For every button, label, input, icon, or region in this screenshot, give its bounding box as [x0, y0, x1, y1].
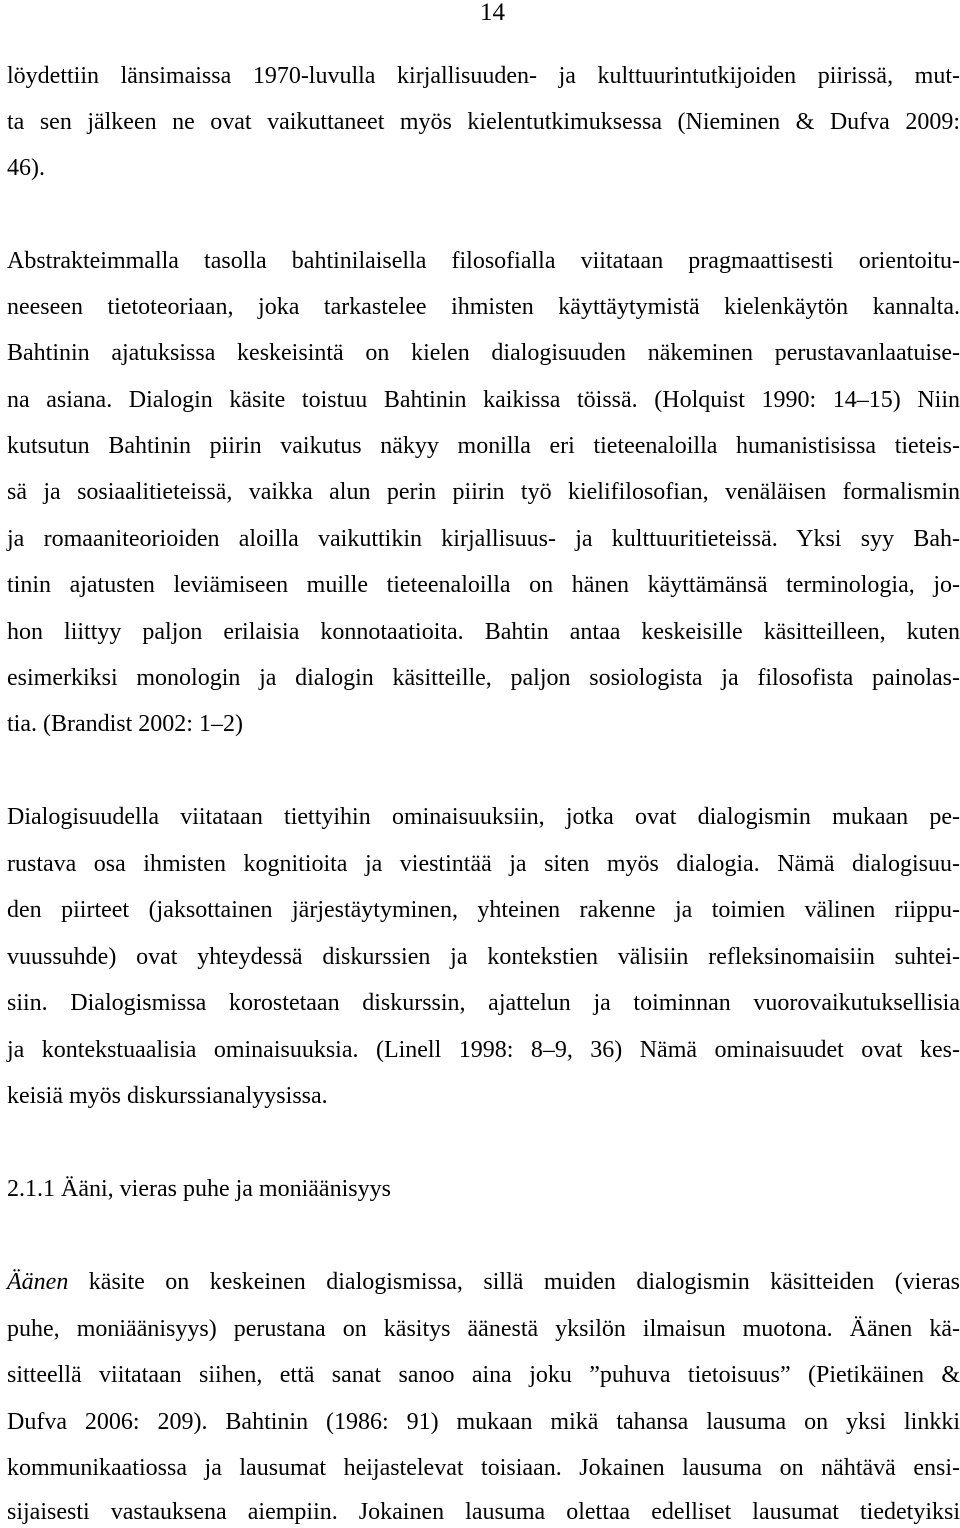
paragraph-4-line-3: sitteellä viitataan siihen, että sanat sanoo aina joku ”puhuva tietoisuus” (Pietikäinen &	[7, 1362, 960, 1388]
paragraph-2-line-10: esimerkiksi monologin ja dialogin käsitteille, paljon sosiologista ja filosofista painolas-	[7, 665, 960, 691]
paragraph-2-line-11: tia. (Brandist 2002: 1–2)	[7, 711, 243, 737]
paragraph-2-line-5: kutsutun Bahtinin piirin vaikutus näkyy monilla eri tieteenaloilla humanistisissa tieteis-	[7, 433, 960, 459]
paragraph-2-line-2: neeseen tietoteoriaan, joka tarkastelee ihmisten käyttäytymistä kielenkäytön kannalta.	[7, 294, 960, 320]
paragraph-4-line-1	[7, 1267, 960, 1297]
italic-term: Äänen	[7, 1269, 69, 1295]
paragraph-1-line-3: 46).	[7, 155, 45, 181]
paragraph-2-line-8: tinin ajatusten leviämiseen muille tieteenaloilla on hänen käyttämänsä terminologia, jo-	[7, 572, 960, 598]
paragraph-2-line-6: sä ja sosiaalitieteissä, vaikka alun perin piirin työ kielifilosofian, venäläisen formalismin	[7, 479, 960, 505]
paragraph-3-line-6: ja kontekstuaalisia ominaisuuksia. (Linell 1998: 8–9, 36) Nämä ominaisuudet ovat kes-	[7, 1037, 960, 1063]
paragraph-3-line-2: rustava osa ihmisten kognitioita ja viestintää ja siten myös dialogia. Nämä dialogisuu-	[7, 851, 960, 877]
paragraph-3-line-1: Dialogisuudella viitataan tiettyihin ominaisuuksiin, jotka ovat dialogismin mukaan pe-	[7, 804, 960, 830]
paragraph-2-line-7: ja romaaniteorioiden aloilla vaikuttikin kirjallisuus- ja kulttuuritieteissä. Yksi syy Bah-	[7, 526, 960, 552]
paragraph-4-line-6: sijaisesti vastauksena aiempiin. Jokainen lausuma olettaa edelliset lausumat tiedetyiksi	[7, 1499, 960, 1525]
paragraph-1-line-2: ta sen jälkeen ne ovat vaikuttaneet myös kielentutkimuksessa (Nieminen & Dufva 2009:	[7, 109, 960, 135]
paragraph-4-line-2: puhe, moniäänisyys) perustana on käsitys äänestä yksilön ilmaisun muotona. Äänen kä-	[7, 1316, 960, 1342]
paragraph-4-line-1-text: käsite on keskeinen dialogismissa, sillä muiden dialogismin käsitteiden (vieras	[68, 1269, 960, 1295]
paragraph-2-line-1: Abstrakteimmalla tasolla bahtinilaisella filosofialla viitataan pragmaattisesti orientoitu-	[7, 248, 960, 274]
paragraph-2-line-3: Bahtinin ajatuksissa keskeisintä on kielen dialogisuuden näkeminen perustavanlaatuise-	[7, 340, 960, 366]
paragraph-2-line-9: hon liittyy paljon erilaisia konnotaatioita. Bahtin antaa keskeisille käsitteilleen, kuten	[7, 619, 960, 645]
paragraph-2-line-4: na asiana. Dialogin käsite toistuu Bahtinin kaikissa töissä. (Holquist 1990: 14–15) Niin	[7, 387, 960, 413]
paragraph-3-line-4: vuussuhde) ovat yhteydessä diskurssien ja kontekstien välisiin refleksinomaisiin suhtei-	[7, 944, 960, 970]
page-number: 14	[480, 0, 505, 26]
paragraph-3-line-5: siin. Dialogismissa korostetaan diskurssin, ajattelun ja toiminnan vuorovaikutuksellisia	[7, 990, 960, 1016]
paragraph-3-line-3: den piirteet (jaksottainen järjestäytyminen, yhteinen rakenne ja toimien välinen riippu-	[7, 897, 960, 923]
paragraph-4-line-5: kommunikaatiossa ja lausumat heijastelevat toisiaan. Jokainen lausuma on nähtävä ensi-	[7, 1455, 960, 1481]
paragraph-3-line-7: keisiä myös diskurssianalyysissa.	[7, 1083, 328, 1109]
section-heading: 2.1.1 Ääni, vieras puhe ja moniäänisyys	[7, 1176, 391, 1202]
paragraph-1-line-1: löydettiin länsimaissa 1970-luvulla kirjallisuuden- ja kulttuurintutkijoiden piirissä, mut-	[7, 63, 960, 89]
paragraph-4-line-4: Dufva 2006: 209). Bahtinin (1986: 91) mukaan mikä tahansa lausuma on yksi linkki	[7, 1409, 960, 1435]
